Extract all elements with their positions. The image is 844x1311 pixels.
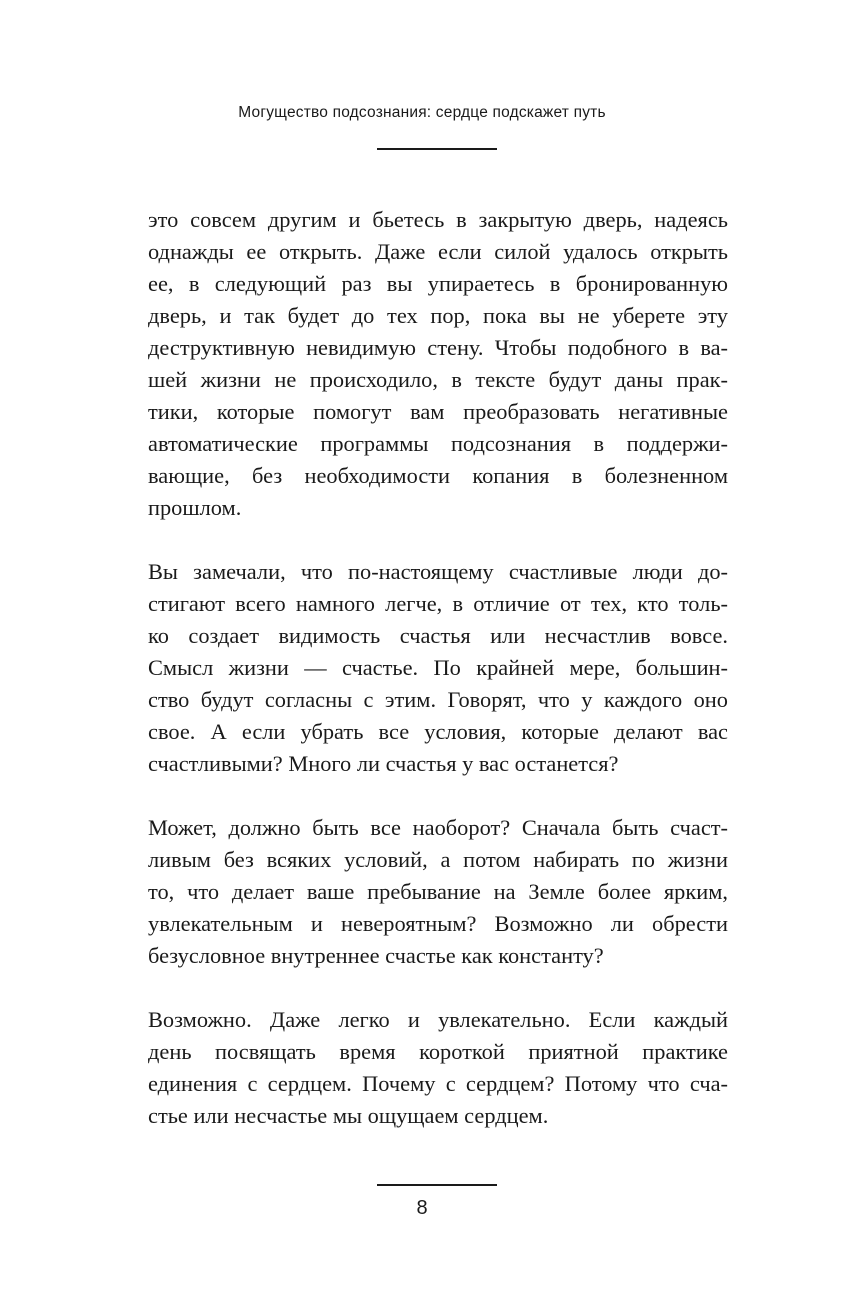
text-line: ко создает видимость счастья или несчастлив вовсе. xyxy=(148,623,728,648)
paragraph-4 xyxy=(148,1004,728,1132)
text-line: шей жизни не происходило, в тексте будут даны прак- xyxy=(148,367,728,392)
footer-rule xyxy=(377,1184,497,1186)
running-title: Могущество подсознания: сердце подскажет путь xyxy=(238,104,606,121)
text-line: автоматические программы подсознания в поддержи- xyxy=(148,431,728,456)
text-line: это совсем другим и бьетесь в закрытую дверь, надеясь xyxy=(148,207,728,232)
paragraph-2 xyxy=(148,556,728,780)
header-rule xyxy=(377,148,497,150)
text-line: вающие, без необходимости копания в болезненном xyxy=(148,463,728,488)
text-line: деструктивную невидимую стену. Чтобы подобного в ва- xyxy=(148,335,728,360)
text-line: день посвящать время короткой приятной практике xyxy=(148,1039,728,1064)
text-line: ливым без всяких условий, а потом набирать по жизни xyxy=(148,847,728,872)
text-line: прошлом. xyxy=(148,495,242,520)
page-number: 8 xyxy=(416,1197,428,1219)
paragraph-3 xyxy=(148,812,728,972)
body-text xyxy=(148,204,728,1164)
text-line: однажды ее открыть. Даже если силой удалось открыть xyxy=(148,239,728,264)
text-line: безусловное внутреннее счастье как константу? xyxy=(148,943,604,968)
text-line: стье или несчастье мы ощущаем сердцем. xyxy=(148,1103,549,1128)
text-line: то, что делает ваше пребывание на Земле более ярким, xyxy=(148,879,728,904)
paragraph-1 xyxy=(148,204,728,524)
text-line: Вы замечали, что по-настоящему счастливые люди до- xyxy=(148,559,728,584)
text-line: свое. А если убрать все условия, которые делают вас xyxy=(148,719,728,744)
text-line: ее, в следующий раз вы упираетесь в бронированную xyxy=(148,271,728,296)
text-line: счастливыми? Много ли счастья у вас останется? xyxy=(148,751,619,776)
text-line: ство будут согласны с этим. Говорят, что у каждого оно xyxy=(148,687,728,712)
text-line: дверь, и так будет до тех пор, пока вы не уберете эту xyxy=(148,303,728,328)
text-line: Возможно. Даже легко и увлекательно. Если каждый xyxy=(148,1007,728,1032)
text-line: Смысл жизни — счастье. По крайней мере, большин- xyxy=(148,655,728,680)
text-line: тики, которые помогут вам преобразовать негативные xyxy=(148,399,728,424)
text-line: Может, должно быть все наоборот? Сначала быть счаст- xyxy=(148,815,728,840)
text-line: единения с сердцем. Почему с сердцем? Потому что сча- xyxy=(148,1071,728,1096)
text-line: стигают всего намного легче, в отличие от тех, кто толь- xyxy=(148,591,728,616)
text-line: увлекательным и невероятным? Возможно ли обрести xyxy=(148,911,728,936)
